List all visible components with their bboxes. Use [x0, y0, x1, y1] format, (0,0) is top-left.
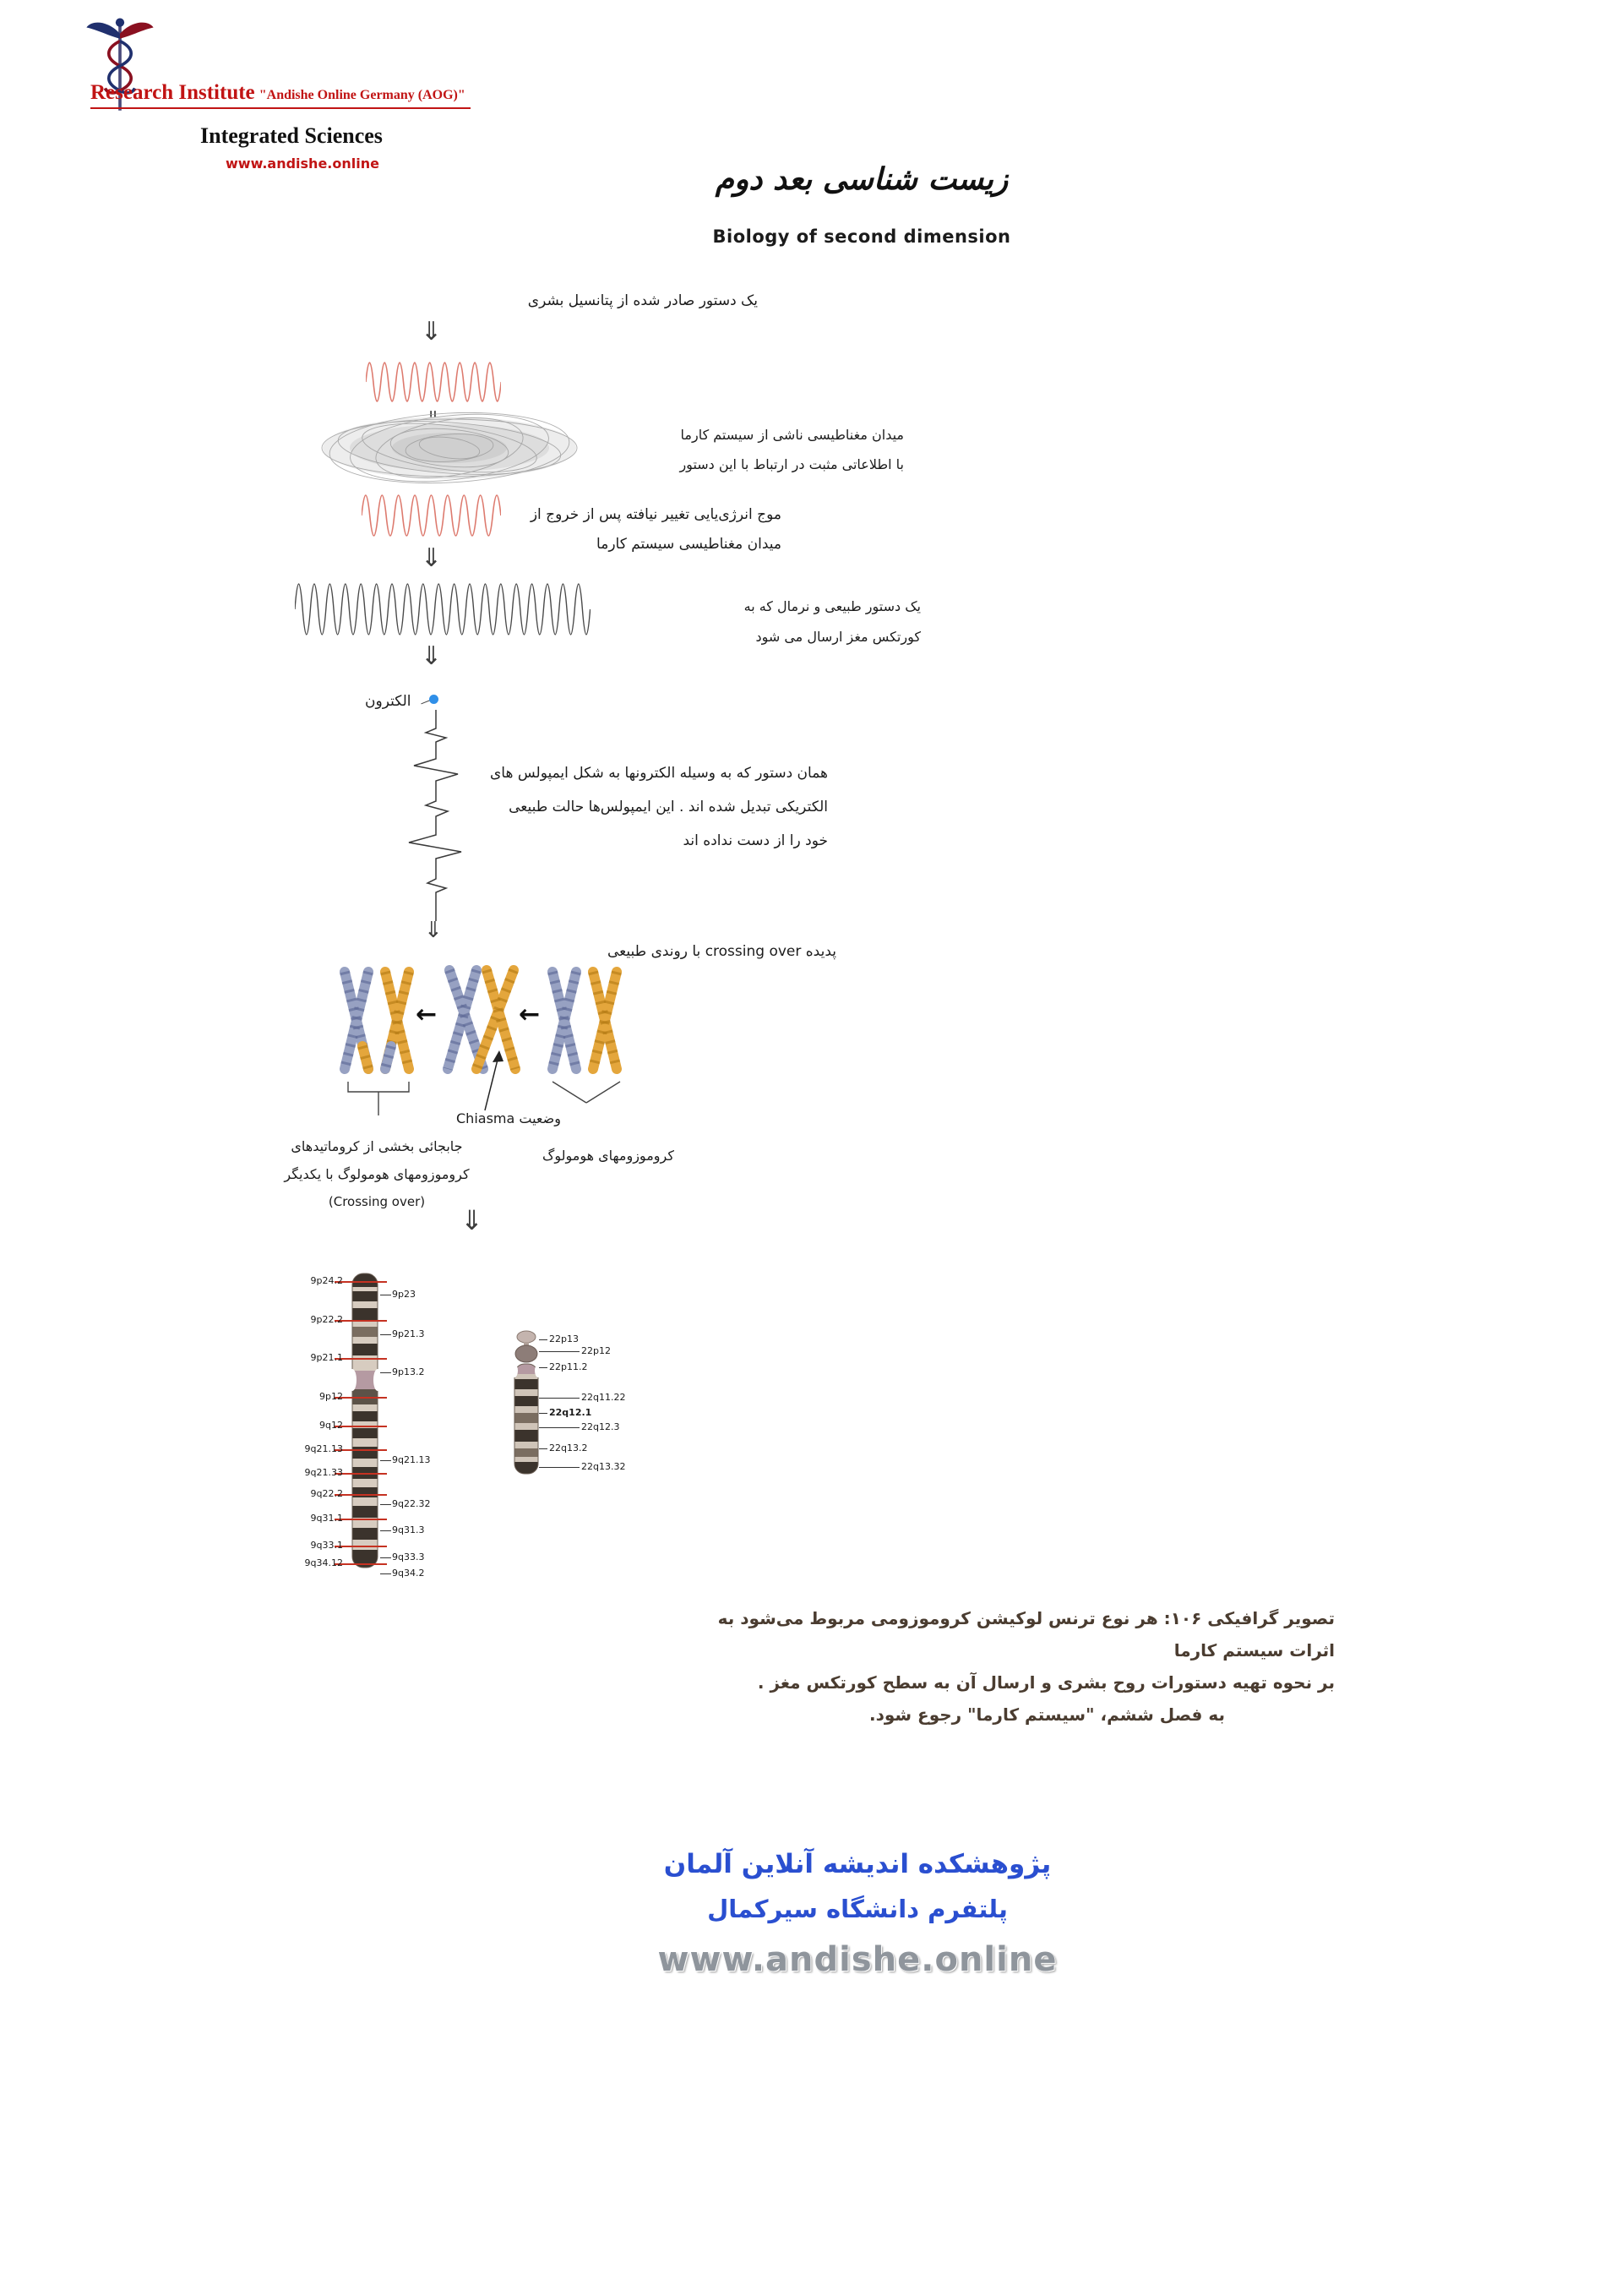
- crossing-over-label: پدیده crossing over با روندی طبیعی: [607, 943, 836, 960]
- leader-line-dark: [539, 1448, 547, 1449]
- band-label: 9q34.2: [392, 1568, 425, 1579]
- leader-line-dark: [380, 1334, 391, 1335]
- band-label: 9p23: [392, 1289, 416, 1300]
- unchanged-wave-label-line2: میدان مغناطیسی سیستم کارما: [596, 536, 781, 553]
- band-label: 22q11.22: [581, 1392, 626, 1403]
- red-wave-2: [362, 493, 501, 538]
- header-website: www.andishe.online: [226, 155, 379, 172]
- flow-step1-label: یک دستور صادر شده از پتانسیل بشری: [527, 292, 758, 309]
- band-label: 9p21.1: [310, 1352, 343, 1363]
- band-label: 9p24.2: [310, 1275, 343, 1286]
- leader-line-dark: [539, 1413, 547, 1414]
- leader-line-dark: [380, 1372, 391, 1373]
- leader-line-dark: [380, 1460, 391, 1461]
- band-label: 9q21.13: [304, 1443, 343, 1454]
- band-label: 9q31.3: [392, 1524, 425, 1535]
- band-label: 9p22.2: [310, 1314, 343, 1325]
- left-arrow-icon: ←: [519, 1000, 541, 1029]
- leader-line-dark: [539, 1398, 580, 1399]
- chromosome-9-ideogram: [350, 1273, 382, 1568]
- swap-label: [280, 1132, 473, 1216]
- chiasma-label: وضعیت Chiasma: [456, 1110, 561, 1126]
- figure-caption-line3: به فصل ششم، "سیستم کارما" رجوع شود.: [869, 1704, 1225, 1725]
- swap-label-line3: (Crossing over): [328, 1194, 426, 1209]
- band-label: 22q13.32: [581, 1461, 626, 1472]
- down-arrow-icon: ⇓: [424, 918, 443, 943]
- leader-line-dark: [539, 1367, 547, 1368]
- impulse-label-line3: خود را از دست نداده اند: [683, 832, 828, 849]
- leader-line-dark: [380, 1557, 391, 1558]
- swap-label-line1: جابجائی بخشی از کروماتیدهای: [291, 1138, 463, 1154]
- figure-caption: [693, 1602, 1335, 1731]
- leader-line-dark: [539, 1427, 580, 1428]
- band-label: 9q22.2: [310, 1488, 343, 1499]
- band-label: 9q33.1: [310, 1540, 343, 1551]
- band-label: 9q21.13: [392, 1454, 431, 1465]
- band-label: 9p13.2: [392, 1366, 425, 1377]
- electron-dot: [429, 695, 438, 704]
- department-name: Integrated Sciences: [200, 123, 383, 148]
- band-label: 22p11.2: [549, 1361, 588, 1372]
- band-label: 9q33.3: [392, 1552, 425, 1562]
- leader-line-dark: [539, 1351, 580, 1352]
- karma-field-label: [679, 420, 904, 479]
- bracket-homologous: [547, 1080, 625, 1105]
- band-label: 22q13.2: [549, 1442, 588, 1453]
- karma-field-scribble: [308, 408, 591, 488]
- leader-line-dark: [539, 1339, 547, 1340]
- band-label: 9q34.12: [304, 1557, 343, 1568]
- homologous-label: کروموزومهای هومولوگ: [542, 1148, 674, 1164]
- normal-command-label-line1: یک دستور طبیعی و نرمال که به: [743, 598, 921, 614]
- impulse-label: [490, 756, 828, 858]
- page-title-calligraphy: زیست شناسی بعد دوم: [715, 162, 1009, 197]
- red-wave-1: [366, 360, 501, 404]
- electron-label: الکترون: [365, 693, 411, 710]
- band-label: 9p21.3: [392, 1328, 425, 1339]
- gray-wave: [295, 581, 591, 638]
- left-arrow-icon: ←: [416, 1000, 438, 1029]
- down-arrow-icon: ⇓: [460, 1204, 483, 1236]
- band-label: 9q31.1: [310, 1513, 343, 1524]
- band-label: 22q12.1: [549, 1407, 592, 1418]
- band-label: 9q12: [319, 1420, 343, 1431]
- chromosome-pair-recombinant: [335, 963, 419, 1077]
- leader-line-dark: [380, 1504, 391, 1505]
- unchanged-wave-label-line1: موج انرژی‌یایی تغییر نیافته پس از خروج از: [530, 506, 781, 523]
- page-title-english: Biology of second dimension: [712, 226, 1011, 247]
- institute-header: [90, 81, 471, 109]
- karma-field-label-line1: میدان مغناطیسی ناشی از سیستم کارما: [680, 427, 904, 443]
- band-label: 9q21.33: [304, 1467, 343, 1478]
- swap-label-line2: کروموزومهای هومولوگ با یکدیگر: [284, 1166, 470, 1182]
- chromosome-22-ideogram: [511, 1330, 542, 1475]
- impulse-label-line1: همان دستور که به وسیله الکترونها به شکل ایمپولس های: [489, 765, 828, 782]
- unchanged-wave-label: [520, 500, 781, 559]
- chromosome-pair-homologous: [542, 963, 627, 1077]
- institute-suffix: "Andishe Online Germany (AOG)": [259, 88, 465, 102]
- band-label: 9q22.32: [392, 1498, 431, 1509]
- karma-field-label-line2: با اطلاعاتی مثبت در ارتباط با این دستور: [679, 456, 904, 472]
- leader-line-dark: [380, 1530, 391, 1531]
- footer-website: www.andishe.online: [657, 1940, 1058, 1979]
- footer-platform: پلتفرم دانشگاه سیرکمال: [707, 1895, 1008, 1923]
- down-arrow-icon: ⇓: [421, 317, 443, 346]
- leader-line-dark: [539, 1467, 580, 1468]
- normal-command-label: [676, 592, 921, 652]
- impulse-label-line2: الکتریکی تبدیل شده اند . این ایمپولس‌ها حالت طبیعی: [509, 799, 828, 815]
- band-label: 22p12: [581, 1345, 611, 1356]
- electric-impulse-trace: [397, 710, 473, 921]
- normal-command-label-line2: کورتکس مغز ارسال می شود: [755, 629, 921, 645]
- figure-caption-line1: تصویر گرافیکی ۱۰۶: هر نوع ترنس لوکیشن کروموزومی مربوط می‌شود به اثرات سیستم کارما: [717, 1608, 1335, 1661]
- footer-institute: پژوهشکده اندیشه آنلاین آلمان: [663, 1849, 1052, 1879]
- band-label: 22p13: [549, 1333, 579, 1344]
- bracket-recombinant: [341, 1080, 416, 1119]
- band-label: 22q12.3: [581, 1421, 620, 1432]
- leader-line-dark: [380, 1573, 391, 1574]
- down-arrow-icon: ⇓: [421, 641, 443, 671]
- institute-name: Research Institute: [90, 81, 255, 104]
- figure-caption-line2: بر نحوه تهیه دستورات روح بشری و ارسال آن به سطح کورتکس مغز .: [757, 1672, 1335, 1693]
- band-label: 9p12: [319, 1391, 343, 1402]
- down-arrow-icon: ⇓: [421, 543, 443, 573]
- chiasma-pointer-arrow: [473, 1048, 511, 1114]
